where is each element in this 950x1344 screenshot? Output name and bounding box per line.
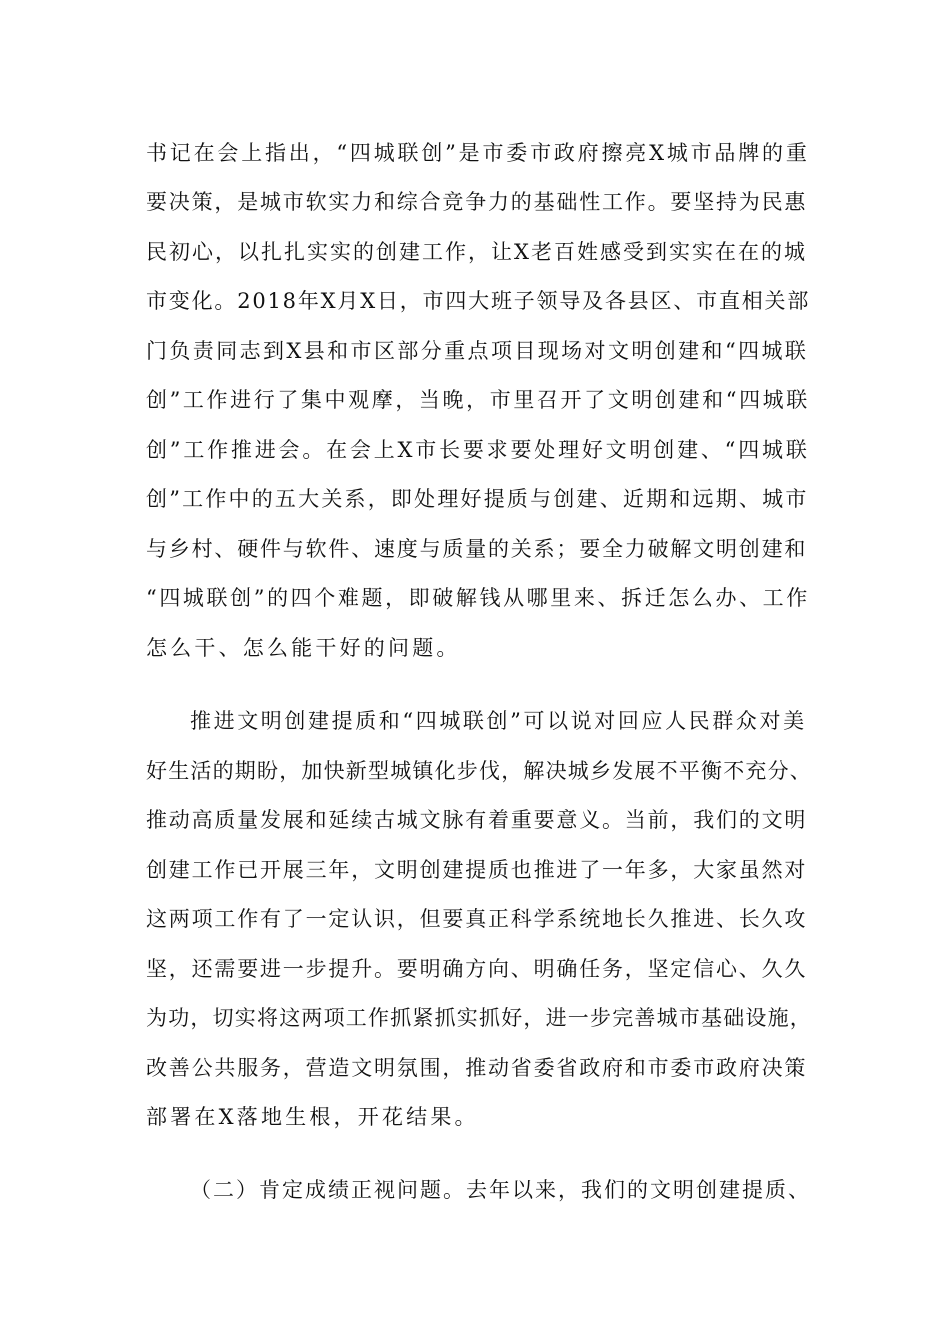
paragraph-line: 创”工作进行了集中观摩，当晚，市里召开了文明创建和“四城联 [146, 388, 810, 412]
paragraph-line: 怎么干、怎么能干好的问题。 [146, 636, 461, 660]
paragraph-line: 改善公共服务，营造文明氛围，推动省委省政府和市委市政府决策 [146, 1056, 808, 1080]
paragraph-line: 民初心，以扎扎实实的创建工作，让X老百姓感受到实实在在的城 [146, 240, 807, 264]
paragraph-line: 为功，切实将这两项工作抓紧抓实抓好，进一步完善城市基础设施， [146, 1006, 812, 1030]
paragraph-line: 要决策，是城市软实力和综合竞争力的基础性工作。要坚持为民惠 [146, 190, 808, 214]
paragraph-line: 好生活的期盼，加快新型城镇化步伐，解决城乡发展不平衡不充分、 [146, 759, 812, 783]
paragraph-line: 书记在会上指出，“四城联创”是市委市政府擦亮X城市品牌的重 [146, 141, 810, 165]
paragraph-line: 坚，还需要进一步提升。要明确方向、明确任务，坚定信心、久久 [146, 957, 808, 981]
paragraph-line: 门负责同志到X县和市区部分重点项目现场对文明创建和“四城联 [146, 339, 809, 363]
paragraph-line: 部署在X落地生根，开花结果。 [146, 1105, 479, 1129]
paragraph-line: 创建工作已开展三年，文明创建提质也推进了一年多，大家虽然对 [146, 858, 808, 882]
paragraph-line: 这两项工作有了一定认识，但要真正科学系统地长久推进、长久攻 [146, 907, 808, 931]
paragraph-line: 创”工作推进会。在会上X市长要求要处理好文明创建、“四城联 [146, 438, 810, 462]
paragraph-line: 市变化。2018年X月X日，市四大班子领导及各县区、市直相关部 [146, 289, 811, 313]
paragraph-line: 推进文明创建提质和“四城联创”可以说对回应人民群众对美 [190, 709, 807, 733]
paragraph-line: “四城联创”的四个难题，即破解钱从哪里来、拆迁怎么办、工作 [146, 586, 810, 610]
section-heading-line: （二）肯定成绩正视问题。去年以来，我们的文明创建提质、 [190, 1178, 811, 1202]
paragraph-line: 创”工作中的五大关系，即处理好提质与创建、近期和远期、城市 [146, 487, 809, 511]
paragraph-line: 与乡村、硬件与软件、速度与质量的关系；要全力破解文明创建和 [146, 537, 808, 561]
paragraph-line: 推动高质量发展和延续古城文脉有着重要意义。当前，我们的文明 [146, 808, 808, 832]
